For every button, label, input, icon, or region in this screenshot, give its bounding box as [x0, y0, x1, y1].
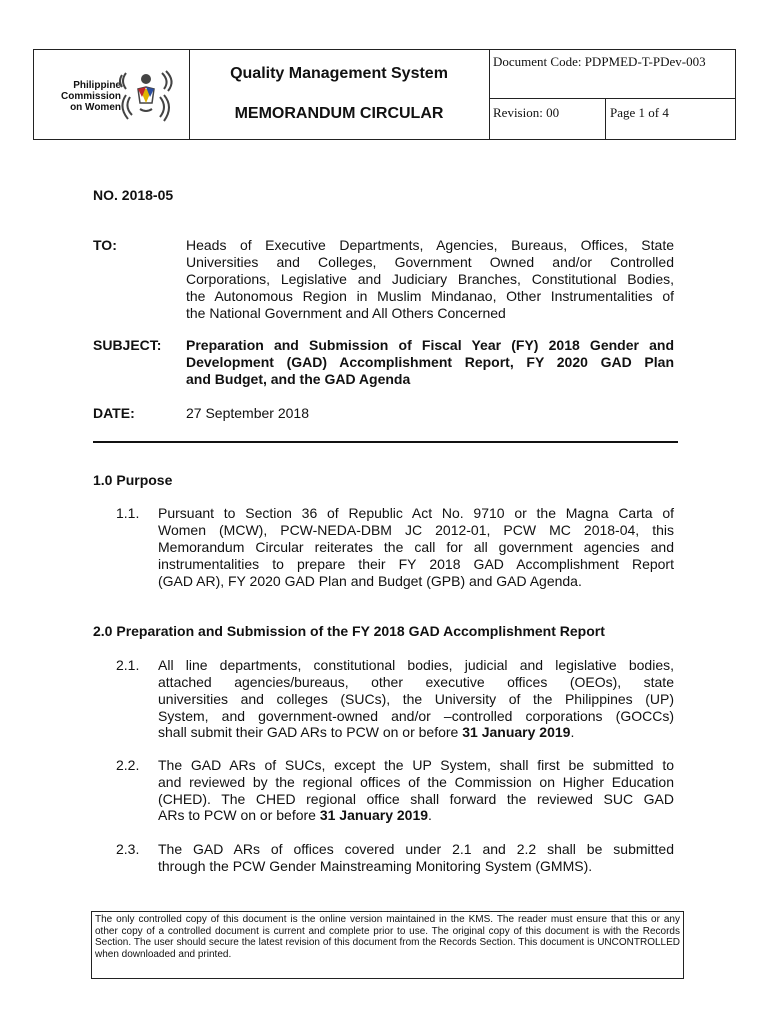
paragraph-line: The GAD ARs of SUCs, except the UP System, shall first be submitted to: [158, 757, 674, 773]
to-line: the Autonomous Region in Muslim Mindanao, Other Instrumentalities of: [186, 288, 674, 304]
system-title: Quality Management System: [230, 65, 448, 82]
paragraph-line: (CHED). The CHED regional office shall forward the reviewed SUC GAD: [158, 791, 674, 807]
document-type: MEMORANDUM CIRCULAR: [234, 105, 444, 122]
to-line: Universities and Colleges, Government Owned and/or Controlled: [186, 254, 674, 270]
section-1-heading: 1.0 Purpose: [93, 472, 173, 488]
to-line: Corporations, Legislative and Judiciary Branches, Constitutional Bodies,: [186, 271, 674, 287]
paragraph-line: through the PCW Gender Mainstreaming Monitoring System (GMMS).: [158, 858, 593, 874]
paragraph-line: All line departments, constitutional bodies, judicial and legislative bodies,: [158, 657, 674, 673]
subject-line: Development (GAD) Accomplishment Report, FY 2020 GAD Plan: [186, 354, 674, 370]
paragraph-line: and reviewed by the regional offices of the Commission on Higher Education: [158, 774, 674, 790]
paragraph-end: .: [570, 724, 575, 740]
section-2-heading: 2.0 Preparation and Submission of the FY 2018 GAD Accomplishment Report: [93, 623, 605, 639]
paragraph-line: The GAD ARs of offices covered under 2.1 and 2.2 shall be submitted: [158, 841, 674, 857]
org-name-line-1: Philippine: [73, 80, 121, 91]
paragraph-line: universities and colleges (SUCs), the University of the Philippines (UP): [158, 691, 674, 707]
page-number: Page 1 of 4: [610, 105, 669, 120]
paragraph-line: [158, 724, 574, 741]
paragraph-end: .: [428, 807, 432, 823]
document-code: Document Code: PDPMED-T-PDev-003: [489, 50, 736, 99]
org-name-line-3: on Women: [70, 102, 121, 113]
paragraph-line: [158, 807, 432, 824]
subject-label: SUBJECT:: [93, 337, 162, 353]
to-line: Heads of Executive Departments, Agencies, Bureaus, Offices, State: [186, 237, 674, 253]
paragraph-line: Memorandum Circular reiterates the call for all government agencies and: [158, 539, 674, 555]
date-label: DATE:: [93, 405, 135, 421]
paragraph-number: 2.2.: [116, 757, 140, 773]
pcw-logo-icon: [116, 67, 178, 125]
paragraph-line: System, and government-owned and/or –controlled corporations (GOCCs): [158, 708, 674, 724]
deadline: 31 January 2019: [319, 807, 429, 823]
paragraph-text: ARs to PCW on or before: [158, 807, 320, 823]
memo-date: 27 September 2018: [186, 405, 309, 421]
to-line: the National Government and All Others Concerned: [186, 305, 506, 321]
header-divider: [93, 441, 678, 443]
paragraph-line: attached agencies/bureaus, other executive offices (OEOs), state: [158, 674, 674, 690]
paragraph-line: Women (MCW), PCW-NEDA-DBM JC 2012-01, PCW MC 2018-04, this: [158, 522, 674, 538]
paragraph-number: 1.1.: [116, 505, 140, 521]
controlled-copy-notice: The only controlled copy of this document is the online version maintained in the KMS. The reader must ensure that this or any other copy of a controlled document is current and complete prior to use. The original copy of this document is with the Records Section. The user should secure the latest revision of this document from the Records Section. This document is UNCONTROLLED when downloaded and printed.: [91, 911, 684, 979]
logo-cell: [34, 50, 190, 139]
subject-line: and Budget, and the GAD Agenda: [186, 371, 411, 387]
paragraph-text: shall submit their GAD ARs to PCW on or before: [158, 724, 463, 740]
org-name-line-2: Commission: [60, 91, 121, 102]
paragraph-line: instrumentalities to prepare their FY 2018 GAD Accomplishment Report: [158, 556, 674, 572]
deadline: 31 January 2019: [462, 724, 571, 740]
revision: Revision: 00: [489, 99, 606, 139]
memo-number: NO. 2018-05: [93, 187, 174, 203]
paragraph-number: 2.3.: [116, 841, 140, 857]
org-name: [59, 80, 121, 113]
paragraph-number: 2.1.: [116, 657, 140, 673]
paragraph-line: Pursuant to Section 36 of Republic Act No. 9710 or the Magna Carta of: [158, 505, 674, 521]
subject-line: Preparation and Submission of Fiscal Year (FY) 2018 Gender and: [186, 337, 674, 353]
title-cell: [189, 50, 490, 139]
to-label: TO:: [93, 237, 117, 253]
document-header: [33, 49, 736, 140]
paragraph-line: (GAD AR), FY 2020 GAD Plan and Budget (GPB) and GAD Agenda.: [158, 573, 582, 589]
